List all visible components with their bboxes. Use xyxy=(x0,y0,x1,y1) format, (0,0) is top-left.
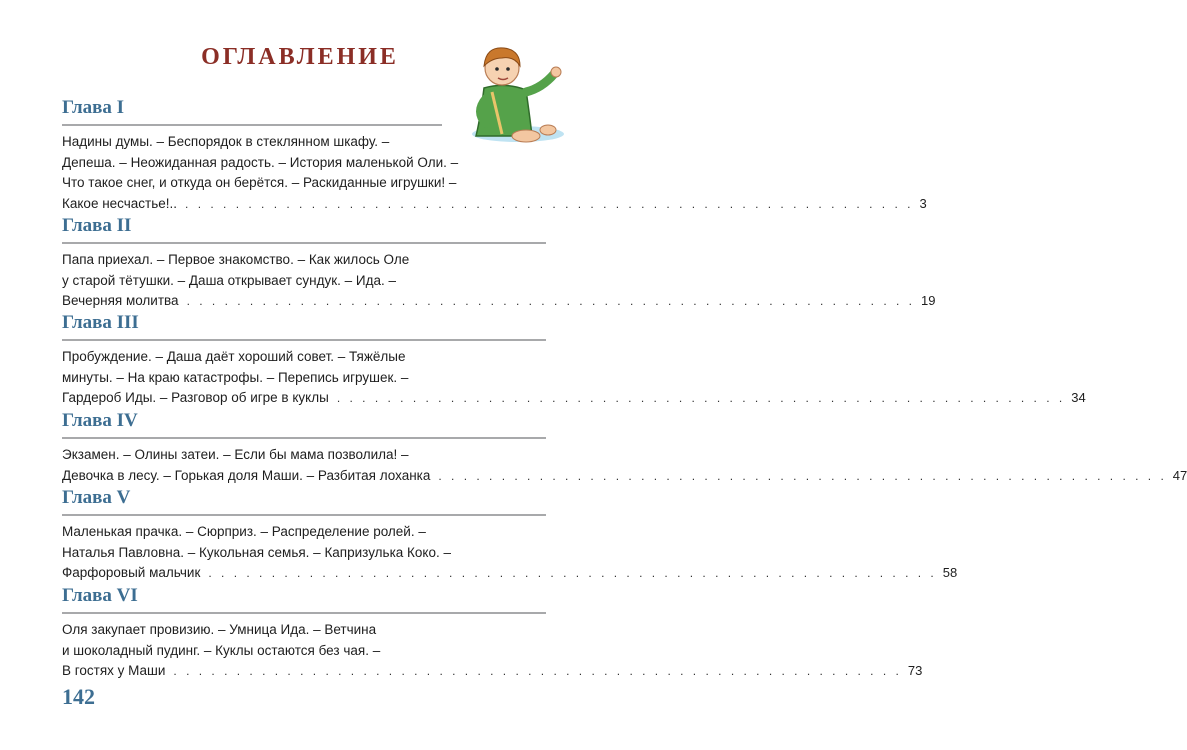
contents-line: и шоколадный пудинг. – Куклы остаются без чая. – xyxy=(62,642,381,658)
folio-page-number: 142 xyxy=(62,684,95,709)
page-number: 34 xyxy=(1071,390,1086,405)
contents-line: Какое несчастье!.. xyxy=(62,195,178,211)
page-number: 19 xyxy=(921,293,936,308)
dot-leader: . . . . . . . . . . . . . . . . . . . . . . . . . . . . . . . . . . . . . . . . . . . . . . . . . . . . . . . . . . xyxy=(186,294,915,308)
contents-line: Вечерняя молитва xyxy=(62,293,179,308)
chapter-title: Глава III xyxy=(62,312,139,333)
dot-leader: . . . . . . . . . . . . . . . . . . . . . . . . . . . . . . . . . . . . . . . . . . . . . . . . . . . . . . . . . . xyxy=(185,196,914,211)
chapter-1 xyxy=(62,94,927,214)
chapter-4 xyxy=(62,407,1187,486)
page-number: 3 xyxy=(919,195,927,211)
dot-leader: . . . . . . . . . . . . . . . . . . . . . . . . . . . . . . . . . . . . . . . . . . . . . . . . . . . . . . . . . . xyxy=(208,566,937,580)
chapter-2 xyxy=(62,212,936,312)
contents-line: Наталья Павловна. – Кукольная семья. – Капризулька Коко. – xyxy=(62,544,451,560)
chapter-title: Глава VI xyxy=(62,585,138,606)
chapter-3 xyxy=(62,309,1086,409)
contents-line: Девочка в лесу. – Горькая доля Маши. – Разбитая лоханка xyxy=(62,467,431,483)
contents-line: Надины думы. – Беспорядок в стеклянном шкафу. – xyxy=(62,134,390,149)
page-title: ОГЛАВЛЕНИЕ xyxy=(201,44,399,70)
contents-line: Экзамен. – Олины затеи. – Если бы мама позволила! – xyxy=(62,447,409,462)
contents-line: Гардероб Иды. – Разговор об игре в куклы xyxy=(62,390,329,405)
contents-line: Фарфоровый мальчик xyxy=(62,565,201,580)
page-number: 73 xyxy=(907,663,923,678)
divider xyxy=(62,124,442,126)
chapter-title: Глава I xyxy=(62,97,125,118)
chapter-5 xyxy=(62,484,958,584)
divider xyxy=(62,612,546,614)
divider xyxy=(62,242,546,244)
dot-leader: . . . . . . . . . . . . . . . . . . . . . . . . . . . . . . . . . . . . . . . . . . . . . . . . . . . . . . . . . . xyxy=(173,664,902,678)
chapter-6 xyxy=(62,582,923,682)
divider xyxy=(62,339,546,341)
dot-leader: . . . . . . . . . . . . . . . . . . . . . . . . . . . . . . . . . . . . . . . . . . . . . . . . . . . . . . . . . . xyxy=(438,468,1167,483)
contents-line: В гостях у Маши xyxy=(62,663,166,678)
contents-line: Пробуждение. – Даша даёт хороший совет. – Тяжёлые xyxy=(62,349,406,364)
chapter-title: Глава II xyxy=(62,215,132,236)
page-number: 58 xyxy=(942,565,958,580)
divider xyxy=(62,514,546,516)
contents-line: Папа приехал. – Первое знакомство. – Как жилось Оле xyxy=(62,252,410,267)
contents-line: Депеша. – Неожиданная радость. – История маленькой Оли. – xyxy=(62,154,459,170)
contents-line: минуты. – На краю катастрофы. – Перепись игрушек. – xyxy=(62,369,409,385)
contents-line: у старой тётушки. – Даша открывает сундук. – Ида. – xyxy=(62,272,397,288)
contents-line: Маленькая прачка. – Сюрприз. – Распределение ролей. – xyxy=(62,524,426,539)
chapter-title: Глава V xyxy=(62,487,131,508)
contents-line: Что такое снег, и откуда он берётся. – Раскиданные игрушки! – xyxy=(62,175,457,190)
contents-line: Оля закупает провизию. – Умница Ида. – Ветчина xyxy=(62,622,377,637)
page-number: 47 xyxy=(1172,467,1187,483)
dot-leader: . . . . . . . . . . . . . . . . . . . . . . . . . . . . . . . . . . . . . . . . . . . . . . . . . . . . . . . . . . xyxy=(336,391,1066,405)
chapter-title: Глава IV xyxy=(62,410,138,431)
divider xyxy=(62,437,546,439)
